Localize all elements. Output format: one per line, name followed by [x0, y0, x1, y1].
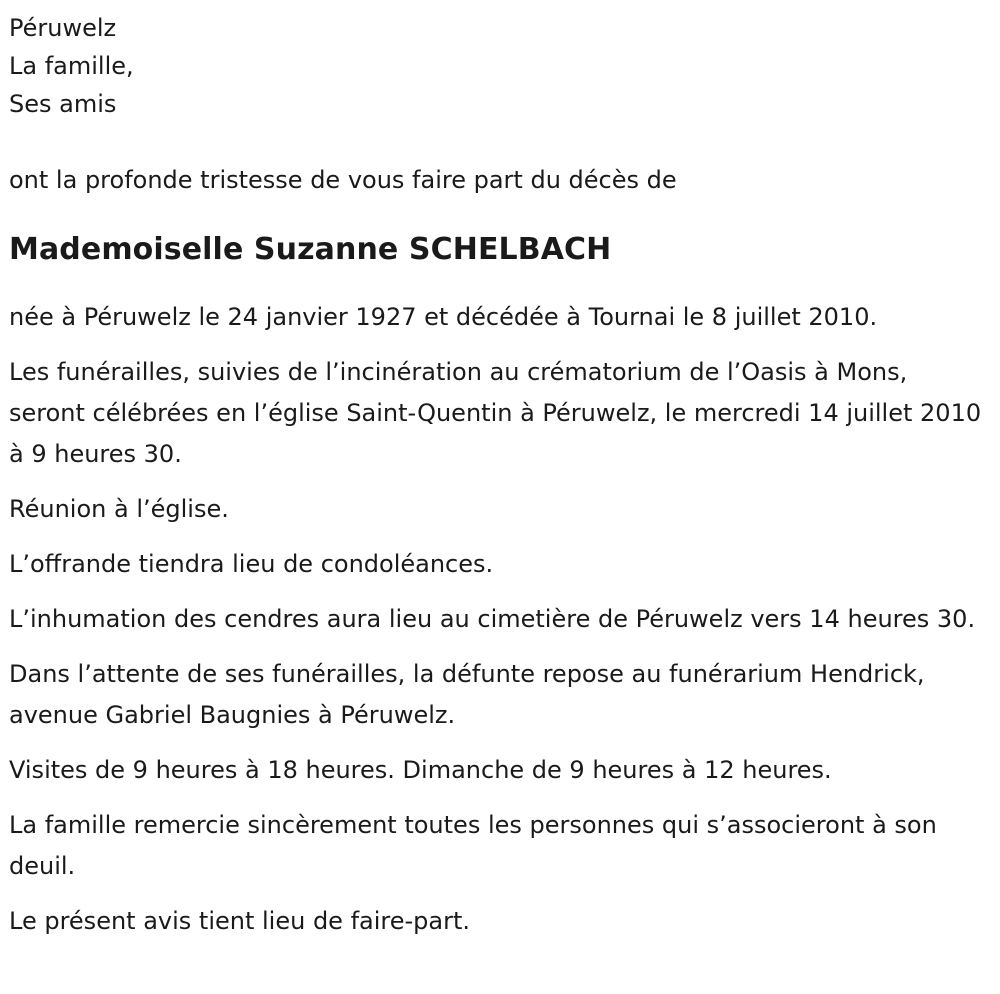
birth-death-paragraph: née à Péruwelz le 24 janvier 1927 et décédée à Tournai le 8 juillet 2010. [9, 303, 878, 331]
deceased-name-heading: Mademoiselle Suzanne SCHELBACH [9, 232, 612, 267]
mourner-line: La famille, [9, 52, 134, 80]
announcement-line: ont la profonde tristesse de vous faire part du décès de [9, 166, 677, 194]
notice-body [9, 297, 985, 942]
mourners-list [9, 47, 985, 123]
visiting-hours-paragraph: Visites de 9 heures à 18 heures. Dimanche de 9 heures à 12 heures. [9, 756, 832, 784]
mourner-line: Ses amis [9, 90, 117, 118]
funeral-home-paragraph: Dans l’attente de ses funérailles, la défunte repose au funérarium Hendrick, avenue Gabriel Baugnies à Péruwelz. [9, 660, 925, 729]
burial-paragraph: L’inhumation des cendres aura lieu au cimetière de Péruwelz vers 14 heures 30. [9, 605, 976, 633]
offering-paragraph: L’offrande tiendra lieu de condoléances. [9, 550, 494, 578]
place-line: Péruwelz [9, 14, 117, 42]
notice-disclaimer-paragraph: Le présent avis tient lieu de faire-part. [9, 907, 471, 935]
funeral-details-paragraph: Les funérailles, suivies de l’incinération au crématorium de l’Oasis à Mons, seront célébrées en l’église Saint-Quentin à Péruwelz, le mercredi 14 juillet 2010 à 9 heures 30. [9, 358, 982, 468]
thanks-paragraph: La famille remercie sincèrement toutes les personnes qui s’associeront à son deuil. [9, 811, 937, 880]
gathering-paragraph: Réunion à l’église. [9, 495, 229, 523]
